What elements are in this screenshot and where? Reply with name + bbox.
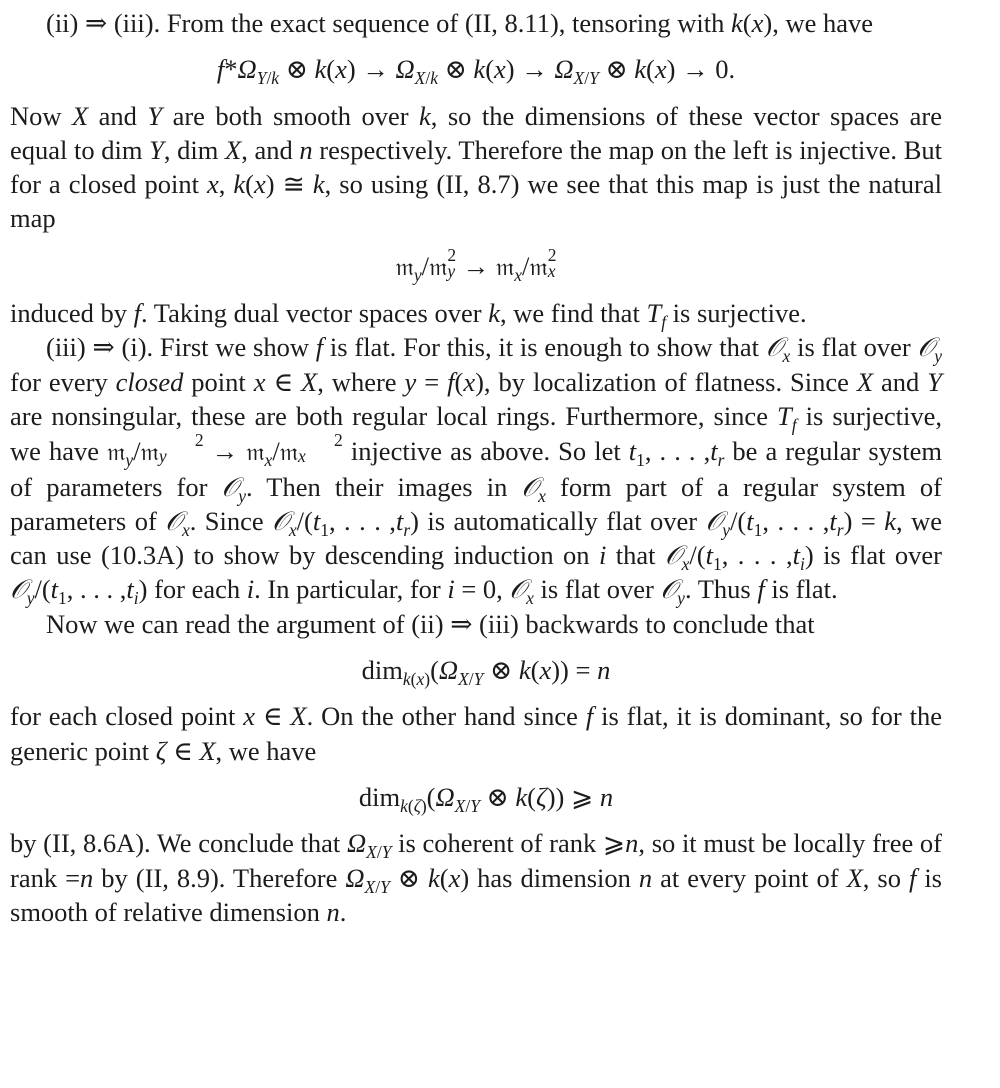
paragraph-generic-point: for each closed point x ∈ X. On the other hand since f is flat, it is dominant, so for the generic point ζ ∈ X, we have	[10, 701, 942, 766]
equation-exact-sequence: $f*\Omega_{Y/k}$ ⊗ $k(x) \to \Omega_{X/k}$ ⊗ $k(x) \to \Omega_{X/Y}$ ⊗ k(x) → 0.	[216, 54, 736, 89]
paragraph-ii-implies-iii: (ii) ⇒ (iii). From the exact sequence of (II, 8.11), tensoring with k(x), we have	[46, 8, 873, 38]
paragraph-backwards-argument: Now we can read the argument of (ii) ⇒ (iii) backwards to conclude that	[46, 608, 815, 639]
paragraph-dual-surjective: induced by f. Taking dual vector spaces over k, we find that $T_f$ is surjective.	[10, 298, 807, 333]
paragraph-conclusion: by (II, 8.6A). We conclude that $\Omega_{X/Y}$ is coherent of rank ⩾n, so it must be locally free of rank =n by (II, 8.9). Therefore $\Omega_{X/Y}$ ⊗ k(x) has dimension n at every point of X, so f is smooth of relative dimension n.	[10, 828, 943, 927]
paragraph-smooth-dimensions: Now X and Y are both smooth over k, so the dimensions of these vector spaces are equal to dim Y, dim X, and n respectively. Therefore the map on the left is injective. But for a closed point x, k(x) ≅ k, so using (II, 8.7) we see that this map is just the natural map	[10, 100, 943, 234]
paragraph-iii-implies-i: (iii) ⇒ (i). First we show f is flat. For this, it is enough to show that 𝒪$_x$ is flat over 𝒪$_y$ for every closed point x ∈ X, where y = f(x), by localization of flatness. Since X and Y are nonsingular, these are both regular local rings. Furthermore, since $T_f$ is surjective, we have 𝔪$_y$/𝔪 2 y → 𝔪$_x$/𝔪 2 x injective as above. So let $t_1$, . . . $,t_r$ be a regular system of parameters for 𝒪$_y$. Then their images in 𝒪$_x$ form part of a regular system of parameters of 𝒪$_x$. Since $𝒪_x/(t_1$, . . . $,t_r$) is automatically flat over $𝒪_y/(t_1$, . . . $,t_r) = k$, we can use (10.3A) to show by descending induction on i that $𝒪_x/(t_1$, . . . $,t_i$) is flat over $𝒪_y/(t_1$, . . . $,t_i$) for each i. In particular, for i = 0, 𝒪$_x$ is flat over 𝒪$_y$. Thus f is flat.	[10, 332, 943, 609]
equation-dim-closed-point: $dim_{k(x)}(\Omega_{X/Y}$ ⊗ k(x)) = n	[361, 655, 611, 690]
equation-dim-generic-point: $dim_{k(\zeta)}(\Omega_{X/Y}$ ⊗ k(ζ)) ⩾ n	[358, 781, 614, 817]
equation-natural-map: 𝔪$_y$/𝔪2 y → 𝔪$_x$/𝔪2 x	[395, 244, 557, 285]
